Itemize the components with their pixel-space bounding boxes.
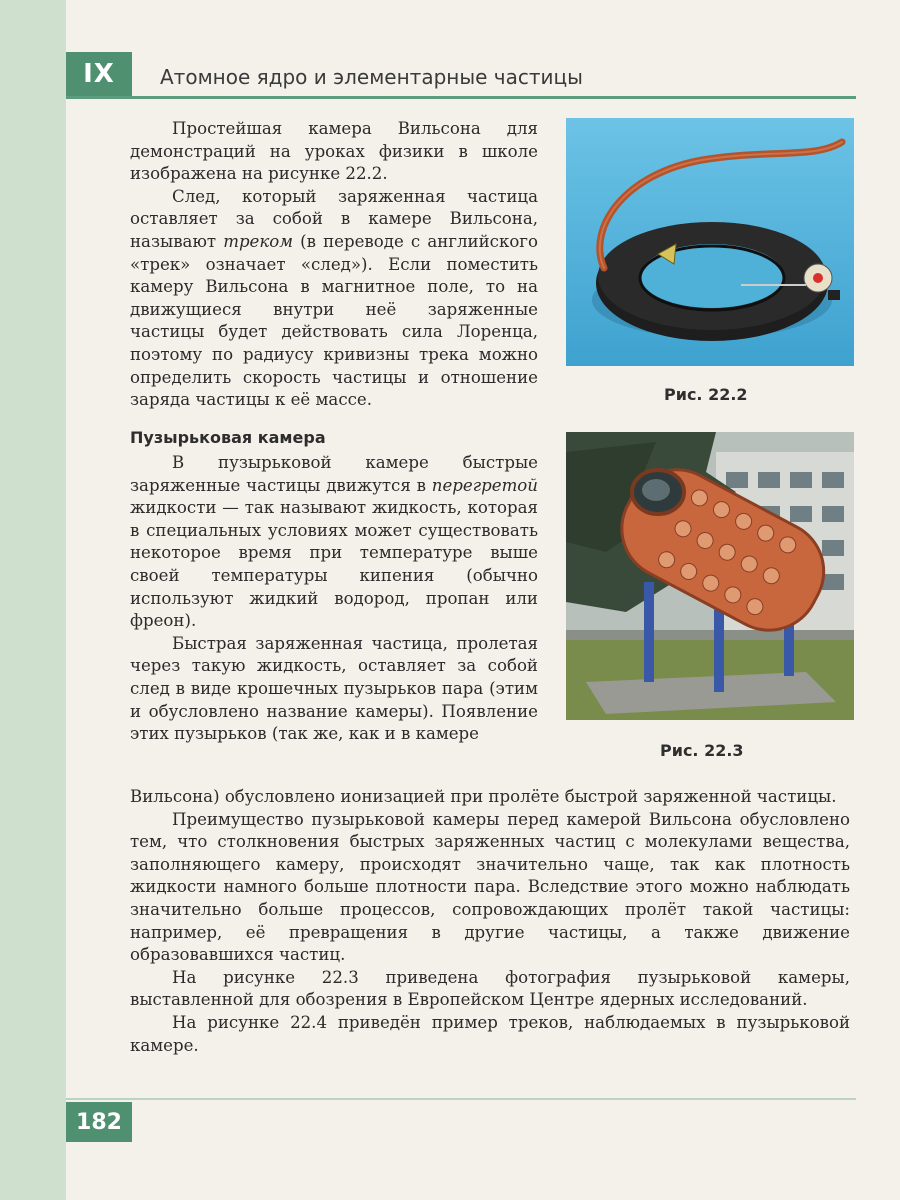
paragraph-text: жидкости — так называют жидкость, которая в специальных условиях может существовать некоторое время при температуре выше своей температуры кипения (обычно используют жидкий водород, пропан или фреон). [130, 498, 538, 631]
page-margin-strip [0, 0, 66, 1200]
footer-rule [66, 1098, 856, 1100]
paragraph: Простейшая камера Вильсона для демонстраций на уроках физики в школе изображена на рисунке 22.2. [130, 119, 538, 184]
section-heading: Пузырьковая камера [130, 428, 326, 447]
section1-text [130, 118, 538, 412]
section2-text-full [130, 786, 850, 1057]
chapter-number-badge: IX [66, 52, 132, 96]
paragraph: Преимущество пузырьковой камеры перед камерой Вильсона обусловлено тем, что столкновения быстрых заряженных частиц с молекулами вещества, заполняющего камеру, происходят значительно чаще, так как плотность жидкости намного больше плотности пара. Вследствие этого можно наблюдать значительно больше процессов, сопровождающих пролёт такой частицы: например, её превращения в другие частицы, а также движение образовавшихся частиц. [130, 809, 850, 965]
paragraph [130, 452, 538, 633]
page-number: 182 [66, 1102, 132, 1142]
paragraph-text: В пузырьковой камере быстрые заряженные частицы движутся в [130, 453, 538, 495]
bubble-chamber-illustration [566, 432, 854, 720]
figure-caption: Рис. 22.3 [660, 741, 744, 760]
paragraph: На рисунке 22.4 приведён пример треков, наблюдаемых в пузырьковой камере. [130, 1012, 850, 1055]
paragraph [130, 186, 538, 412]
term-italic: перегретой [431, 475, 538, 495]
figure-22-2-photo [566, 118, 854, 366]
paragraph-text: (в переводе с английского «трек» означает «след»). Если поместить камеру Вильсона в магнитное поле, то на движущиеся внутри неё заряженные частицы будет действовать сила Лоренца, поэтому по радиусу кривизны трека можно определить скорость частицы и отношение заряда частицы к её массе. [130, 231, 538, 410]
paragraph: На рисунке 22.3 приведена фотография пузырьковой камеры, выставленной для обозрения в Европейском Центре ядерных исследований. [130, 967, 850, 1010]
term-italic: треком [223, 231, 294, 251]
paragraph-continuation: Вильсона) обусловлено ионизацией при пролёте быстрой заряженной частицы. [130, 787, 837, 806]
paragraph: Быстрая заряженная частица, пролетая через такую жидкость, оставляет за собой след в виде крошечных пузырьков пара (этим и обусловлено название камеры). Появление этих пузырьков (так же, как и в камере [130, 633, 538, 744]
paragraph-text: След, который заряженная частица оставляет за собой в камере Вильсона, называют [130, 186, 538, 251]
figure-caption: Рис. 22.2 [664, 385, 748, 404]
figure-22-3-photo [566, 432, 854, 720]
header-rule [66, 96, 856, 99]
chapter-title: Атомное ядро и элементарные частицы [160, 65, 583, 89]
wilson-chamber-illustration [566, 118, 854, 366]
chapter-header [66, 52, 856, 96]
section2-text-left [130, 452, 538, 746]
